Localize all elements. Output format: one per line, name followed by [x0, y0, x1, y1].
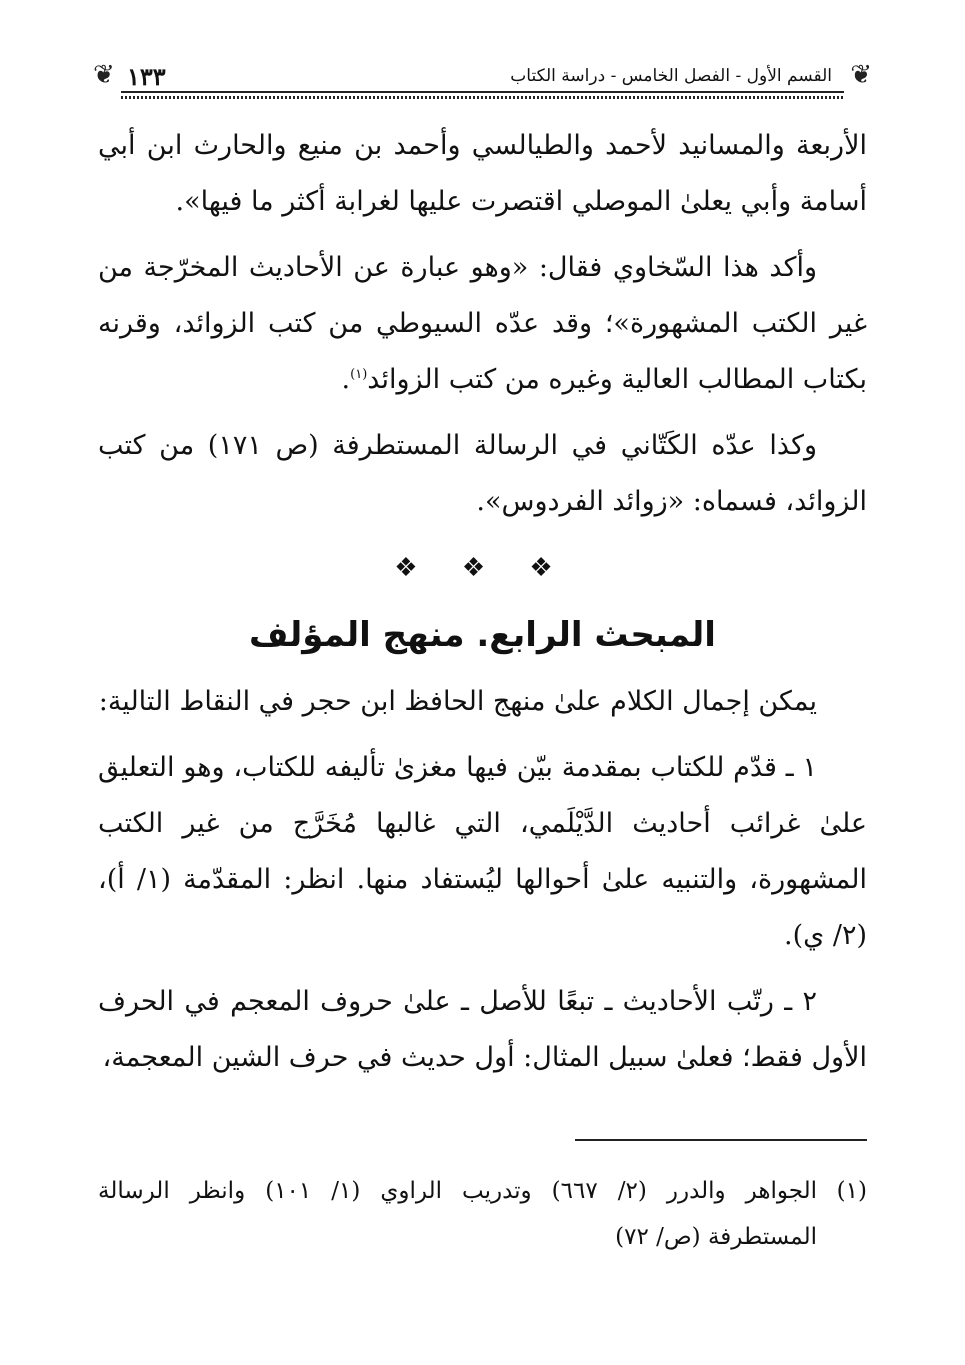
page-header: [95, 58, 870, 98]
section-separator-icon: ❖ ❖ ❖: [394, 553, 571, 583]
footnote-separator: [575, 1139, 867, 1141]
footnote-text: الجواهر والدرر (٢/ ٦٦٧) وتدريب الراوي (١/ ١٠١) وانظر الرسالة المستطرفة (ص/ ٧٢): [98, 1178, 818, 1250]
running-head: القسم الأول - الفصل الخامس - دراسة الكتاب: [510, 66, 832, 86]
paragraph: ٢ ـ رتّب الأحاديث ـ تبعًا للأصل ـ علىٰ حروف المعجم في الحرف الأول فقط؛ فعلىٰ سبيل المثال: أول حديث في حرف الشين المعجمة،: [98, 986, 867, 1073]
paragraph-end: .: [341, 364, 351, 395]
floral-ornament-icon: ❦: [93, 60, 115, 90]
page-number: ١٣٣: [127, 62, 166, 91]
paragraph-text: وأكد هذا السّخاوي فقال: «وهو عبارة عن الأحاديث المخرّجة من غير الكتب المشهورة»؛ وقد عدّه السيوطي من كتب الزوائد، وقرنه بكتاب المطالب العالية وغيره من كتب الزوائد: [98, 252, 867, 395]
paragraph: الأربعة والمسانيد لأحمد والطيالسي وأحمد بن منيع والحارث ابن أبي أسامة وأبي يعلىٰ الموصلي اقتصرت عليها لغرابة أكثر ما فيها».: [98, 130, 867, 217]
floral-ornament-icon: ❦: [850, 60, 872, 90]
footnote-reference[interactable]: (١): [350, 367, 368, 382]
section-heading: المبحث الرابع. منهج المؤلف: [249, 615, 716, 655]
main-text: [98, 118, 867, 1096]
paragraph: ١ ـ قدّم للكتاب بمقدمة بيّن فيها مغزىٰ تأليفه للكتاب، وهو التعليق علىٰ غرائب أحاديث الدَّيْلَمي، التي غالبها مُخَرَّج من غير الكتب المشهورة، والتنبيه علىٰ أحوالها ليُستفاد منها. انظر: المقدّمة (١/ أ)، (٢/ ي).: [98, 752, 867, 951]
footnotes: [98, 1168, 867, 1260]
footnote: [98, 1168, 867, 1260]
paragraph: [98, 240, 867, 408]
footnote-marker: (١): [836, 1178, 867, 1204]
paragraph: وكذا عدّه الكَتّاني في الرسالة المستطرفة (ص ١٧١) من كتب الزوائد، فسماه: «زوائد الفردوس».: [98, 430, 867, 517]
header-rule: [121, 91, 844, 100]
paragraph: يمكن إجمال الكلام علىٰ منهج الحافظ ابن حجر في النقاط التالية:: [98, 686, 817, 717]
